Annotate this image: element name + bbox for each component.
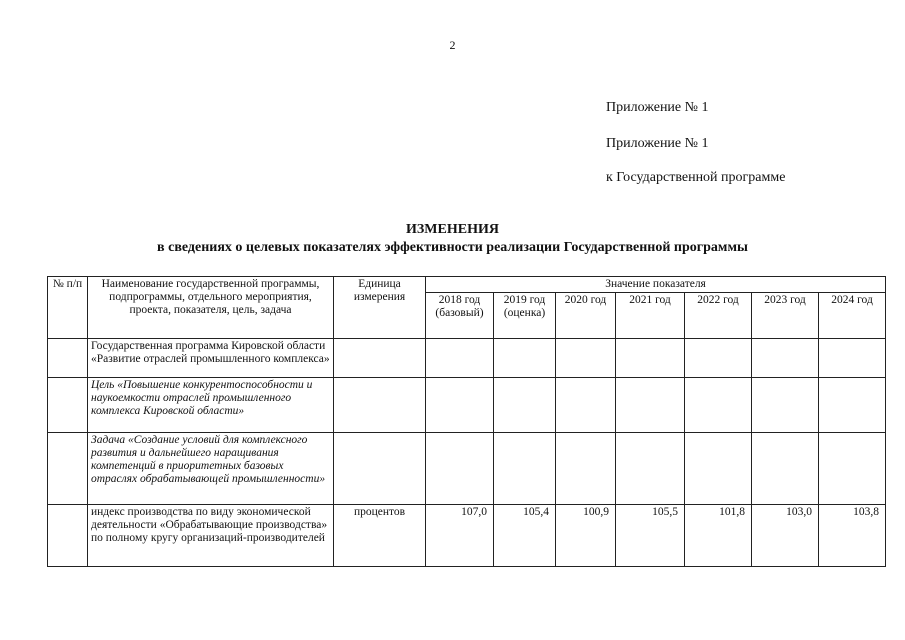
cell-value: 107,0 — [426, 505, 494, 567]
cell-unit — [334, 433, 426, 505]
cell-value — [426, 339, 494, 378]
header-year: 2024 год — [819, 293, 886, 339]
appendix-line: Приложение № 1 — [606, 136, 709, 151]
cell-value: 101,8 — [685, 505, 752, 567]
header-year: 2022 год — [685, 293, 752, 339]
cell-value — [685, 378, 752, 433]
appendix-line: к Государственной программе — [606, 170, 786, 185]
header-value-group: Значение показателя — [426, 277, 886, 293]
table-header-row — [48, 277, 886, 293]
table-row — [48, 378, 886, 433]
appendix-line: Приложение № 1 — [606, 100, 709, 115]
cell-name: Государственная программа Кировской области «Развитие отраслей промышленного комплекса» — [88, 339, 334, 378]
cell-value — [752, 339, 819, 378]
cell-value: 100,9 — [556, 505, 616, 567]
cell-value — [819, 339, 886, 378]
cell-unit — [334, 378, 426, 433]
cell-value: 105,5 — [616, 505, 685, 567]
cell-unit: процентов — [334, 505, 426, 567]
cell-value — [752, 378, 819, 433]
header-year: 2021 год — [616, 293, 685, 339]
cell-value — [556, 378, 616, 433]
cell-name: индекс производства по виду экономической деятельности «Обрабатывающие производства» по полному кругу организаций-производителей — [88, 505, 334, 567]
cell-unit — [334, 339, 426, 378]
cell-value: 103,8 — [819, 505, 886, 567]
cell-value — [556, 433, 616, 505]
cell-value — [426, 378, 494, 433]
cell-value — [494, 339, 556, 378]
header-year: 2020 год — [556, 293, 616, 339]
indicators-table — [47, 276, 886, 567]
cell-value — [685, 433, 752, 505]
table-row — [48, 433, 886, 505]
cell-name: Задача «Создание условий для комплексного развития и дальнейшего наращивания компетенций в приоритетных базовых отраслях обрабатывающей промышленности» — [88, 433, 334, 505]
header-year: 2019 год (оценка) — [494, 293, 556, 339]
cell-value — [819, 378, 886, 433]
cell-value — [494, 378, 556, 433]
header-year: 2023 год — [752, 293, 819, 339]
cell-value — [426, 433, 494, 505]
cell-name: Цель «Повышение конкурентоспособности и наукоемкости отраслей промышленного комплекса Кировской области» — [88, 378, 334, 433]
cell-value — [616, 339, 685, 378]
header-name: Наименование государственной программы, подпрограммы, отдельного мероприятия, проекта, показателя, цель, задача — [88, 277, 334, 339]
cell-value — [616, 433, 685, 505]
table-row — [48, 339, 886, 378]
cell-num — [48, 433, 88, 505]
page-number: 2 — [449, 38, 456, 52]
table-row — [48, 505, 886, 567]
document-subtitle: в сведениях о целевых показателях эффективности реализации Государственной программы — [157, 240, 748, 255]
cell-value: 105,4 — [494, 505, 556, 567]
header-num: № п/п — [48, 277, 88, 339]
header-year: 2018 год (базовый) — [426, 293, 494, 339]
document-title: ИЗМЕНЕНИЯ — [406, 222, 499, 237]
cell-num — [48, 339, 88, 378]
cell-value — [556, 339, 616, 378]
cell-num — [48, 505, 88, 567]
cell-value — [685, 339, 752, 378]
cell-num — [48, 378, 88, 433]
cell-value: 103,0 — [752, 505, 819, 567]
cell-value — [819, 433, 886, 505]
cell-value — [494, 433, 556, 505]
cell-value — [752, 433, 819, 505]
header-unit: Единица измерения — [334, 277, 426, 339]
cell-value — [616, 378, 685, 433]
